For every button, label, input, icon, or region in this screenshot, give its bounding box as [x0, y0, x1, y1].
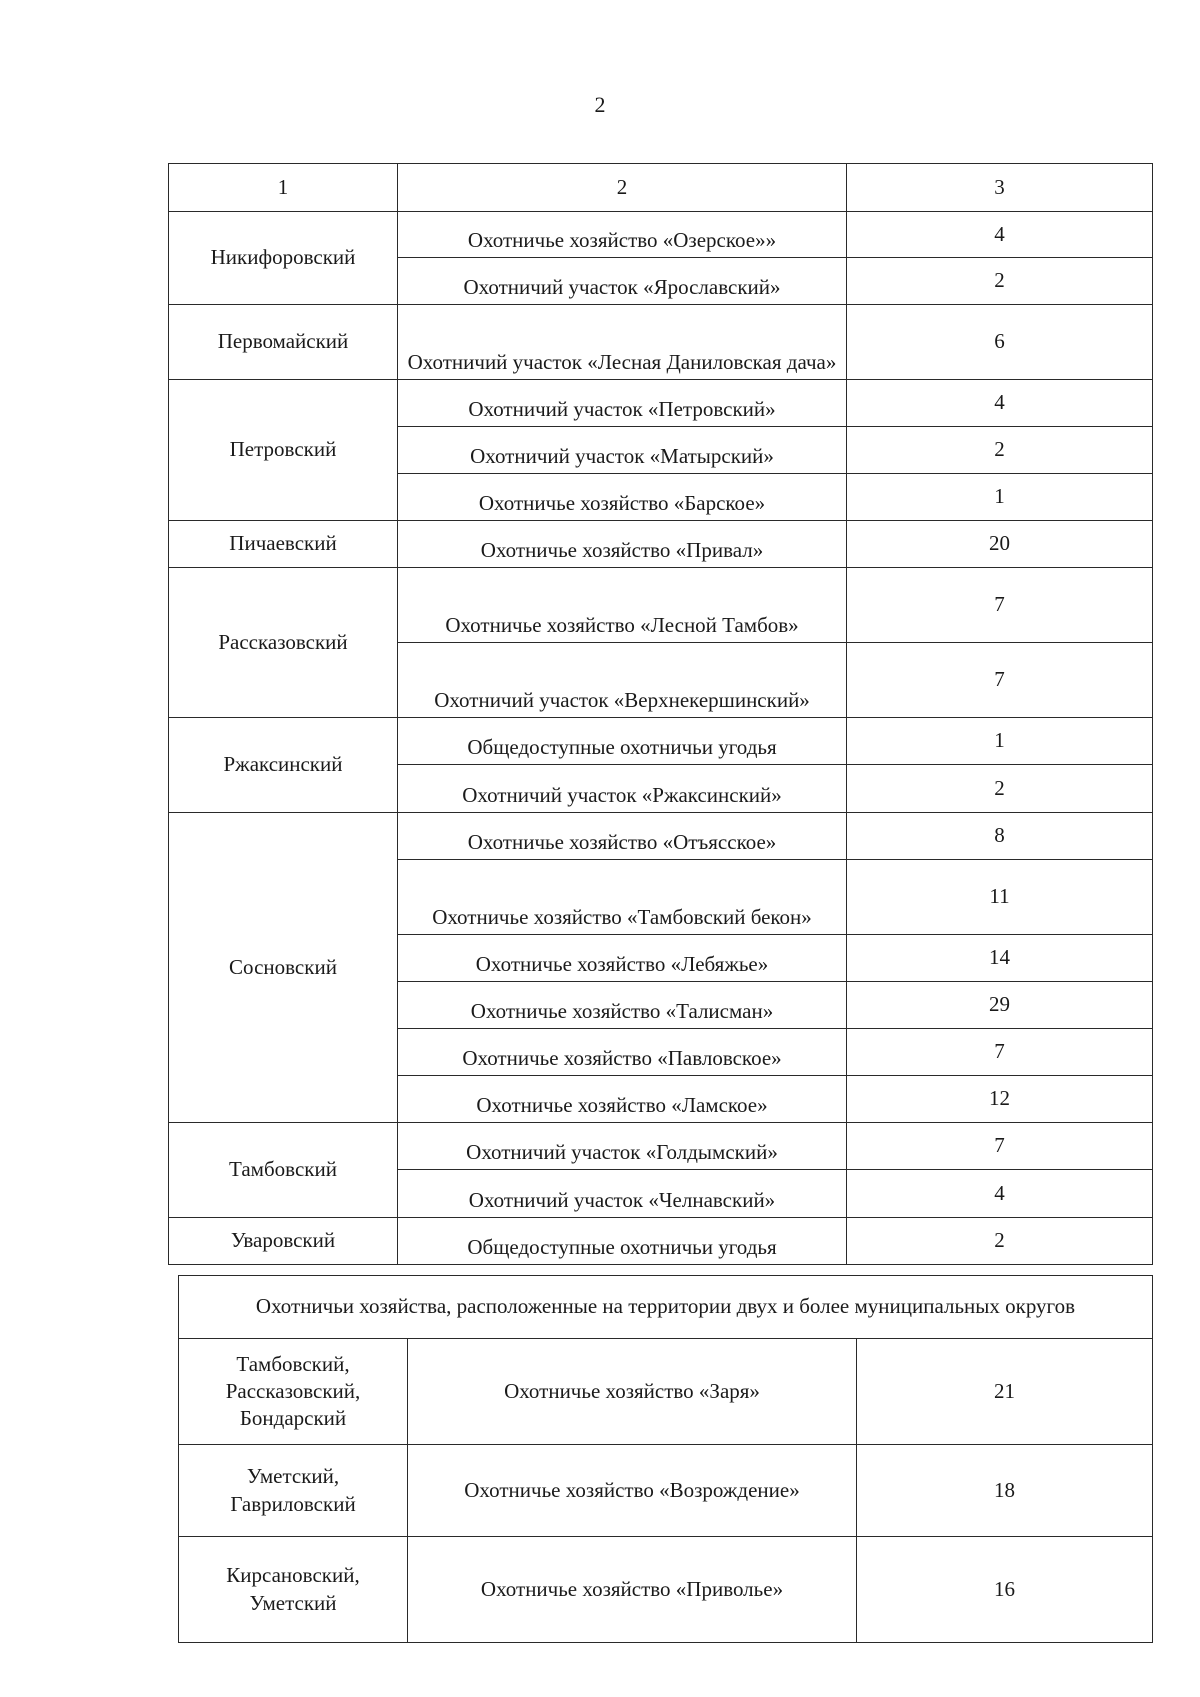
count-cell: 29: [847, 982, 1153, 1029]
table-row: [169, 521, 1153, 568]
column-header-3: 3: [847, 164, 1153, 212]
count-cell: 4: [847, 380, 1153, 427]
count-cell: 18: [857, 1445, 1153, 1537]
count-cell: 2: [847, 1218, 1153, 1265]
column-header-2: 2: [398, 164, 847, 212]
district-cell: Сосновский: [169, 813, 398, 1123]
page-number: 2: [594, 92, 606, 117]
count-cell: 16: [857, 1537, 1153, 1643]
district-cell: Никифоровский: [169, 212, 398, 305]
table-row: [169, 1123, 1153, 1170]
hunting-ground-name-cell: Охотничье хозяйство «Заря»: [408, 1339, 857, 1445]
table-row: [179, 1445, 1153, 1537]
district-cell: Рассказовский: [169, 568, 398, 718]
district-cell: Первомайский: [169, 305, 398, 380]
count-cell: 4: [847, 212, 1153, 258]
hunting-ground-name-cell: Охотничье хозяйство «Тамбовский бекон»: [398, 860, 847, 935]
table-row: [169, 1218, 1153, 1265]
count-cell: 20: [847, 521, 1153, 568]
hunting-ground-name-cell: Охотничье хозяйство «Возрождение»: [408, 1445, 857, 1537]
district-cell: Уметский, Гавриловский: [179, 1445, 408, 1537]
hunting-ground-name-cell: Охотничье хозяйство «Павловское»: [398, 1029, 847, 1076]
table-row: [169, 380, 1153, 427]
count-cell: 2: [847, 765, 1153, 813]
district-cell: Кирсановский, Уметский: [179, 1537, 408, 1643]
count-cell: 7: [847, 1029, 1153, 1076]
table-row: [169, 718, 1153, 765]
hunting-ground-name-cell: Охотничье хозяйство «Талисман»: [398, 982, 847, 1029]
table-row: [169, 813, 1153, 860]
district-cell: Уваровский: [169, 1218, 398, 1265]
count-cell: 11: [847, 860, 1153, 935]
count-cell: 7: [847, 643, 1153, 718]
hunting-ground-name-cell: Охотничий участок «Ржаксинский»: [398, 765, 847, 813]
district-cell: Пичаевский: [169, 521, 398, 568]
count-cell: 1: [847, 474, 1153, 521]
count-cell: 1: [847, 718, 1153, 765]
section-heading-row: [179, 1276, 1153, 1339]
count-cell: 4: [847, 1170, 1153, 1218]
count-cell: 2: [847, 427, 1153, 474]
count-cell: 8: [847, 813, 1153, 860]
count-cell: 7: [847, 1123, 1153, 1170]
multi-district-table: [178, 1275, 1153, 1643]
column-header-1: 1: [169, 164, 398, 212]
hunting-ground-name-cell: Общедоступные охотничьи угодья: [398, 718, 847, 765]
table-row: [179, 1339, 1153, 1445]
hunting-grounds-table: [168, 163, 1153, 1265]
hunting-ground-name-cell: Охотничий участок «Голдымский»: [398, 1123, 847, 1170]
district-cell: Ржаксинский: [169, 718, 398, 813]
hunting-ground-name-cell: Охотничье хозяйство «Озерское»»: [398, 212, 847, 258]
hunting-ground-name-cell: Охотничий участок «Челнавский»: [398, 1170, 847, 1218]
hunting-ground-name-cell: Охотничий участок «Ярославский»: [398, 258, 847, 305]
hunting-ground-name-cell: Охотничий участок «Матырский»: [398, 427, 847, 474]
count-cell: 7: [847, 568, 1153, 643]
hunting-ground-name-cell: Общедоступные охотничьи угодья: [398, 1218, 847, 1265]
table-row: [169, 568, 1153, 643]
district-cell: Тамбовский, Рассказовский, Бондарский: [179, 1339, 408, 1445]
section-heading: Охотничьи хозяйства, расположенные на территории двух и более муниципальных округов: [179, 1276, 1153, 1339]
hunting-ground-name-cell: Охотничье хозяйство «Лебяжье»: [398, 935, 847, 982]
hunting-ground-name-cell: Охотничье хозяйство «Привал»: [398, 521, 847, 568]
district-cell: Тамбовский: [169, 1123, 398, 1218]
count-cell: 6: [847, 305, 1153, 380]
header-row: [169, 164, 1153, 212]
table-row: [179, 1537, 1153, 1643]
hunting-ground-name-cell: Охотничье хозяйство «Ламское»: [398, 1076, 847, 1123]
count-cell: 21: [857, 1339, 1153, 1445]
district-cell: Петровский: [169, 380, 398, 521]
hunting-ground-name-cell: Охотничье хозяйство «Отъясское»: [398, 813, 847, 860]
table-row: [169, 212, 1153, 258]
count-cell: 2: [847, 258, 1153, 305]
count-cell: 14: [847, 935, 1153, 982]
hunting-ground-name-cell: Охотничий участок «Петровский»: [398, 380, 847, 427]
hunting-ground-name-cell: Охотничье хозяйство «Приволье»: [408, 1537, 857, 1643]
hunting-ground-name-cell: Охотничий участок «Верхнекершинский»: [398, 643, 847, 718]
count-cell: 12: [847, 1076, 1153, 1123]
hunting-ground-name-cell: Охотничье хозяйство «Барское»: [398, 474, 847, 521]
hunting-ground-name-cell: Охотничье хозяйство «Лесной Тамбов»: [398, 568, 847, 643]
table-row: [169, 305, 1153, 380]
hunting-ground-name-cell: Охотничий участок «Лесная Даниловская дача»: [398, 305, 847, 380]
